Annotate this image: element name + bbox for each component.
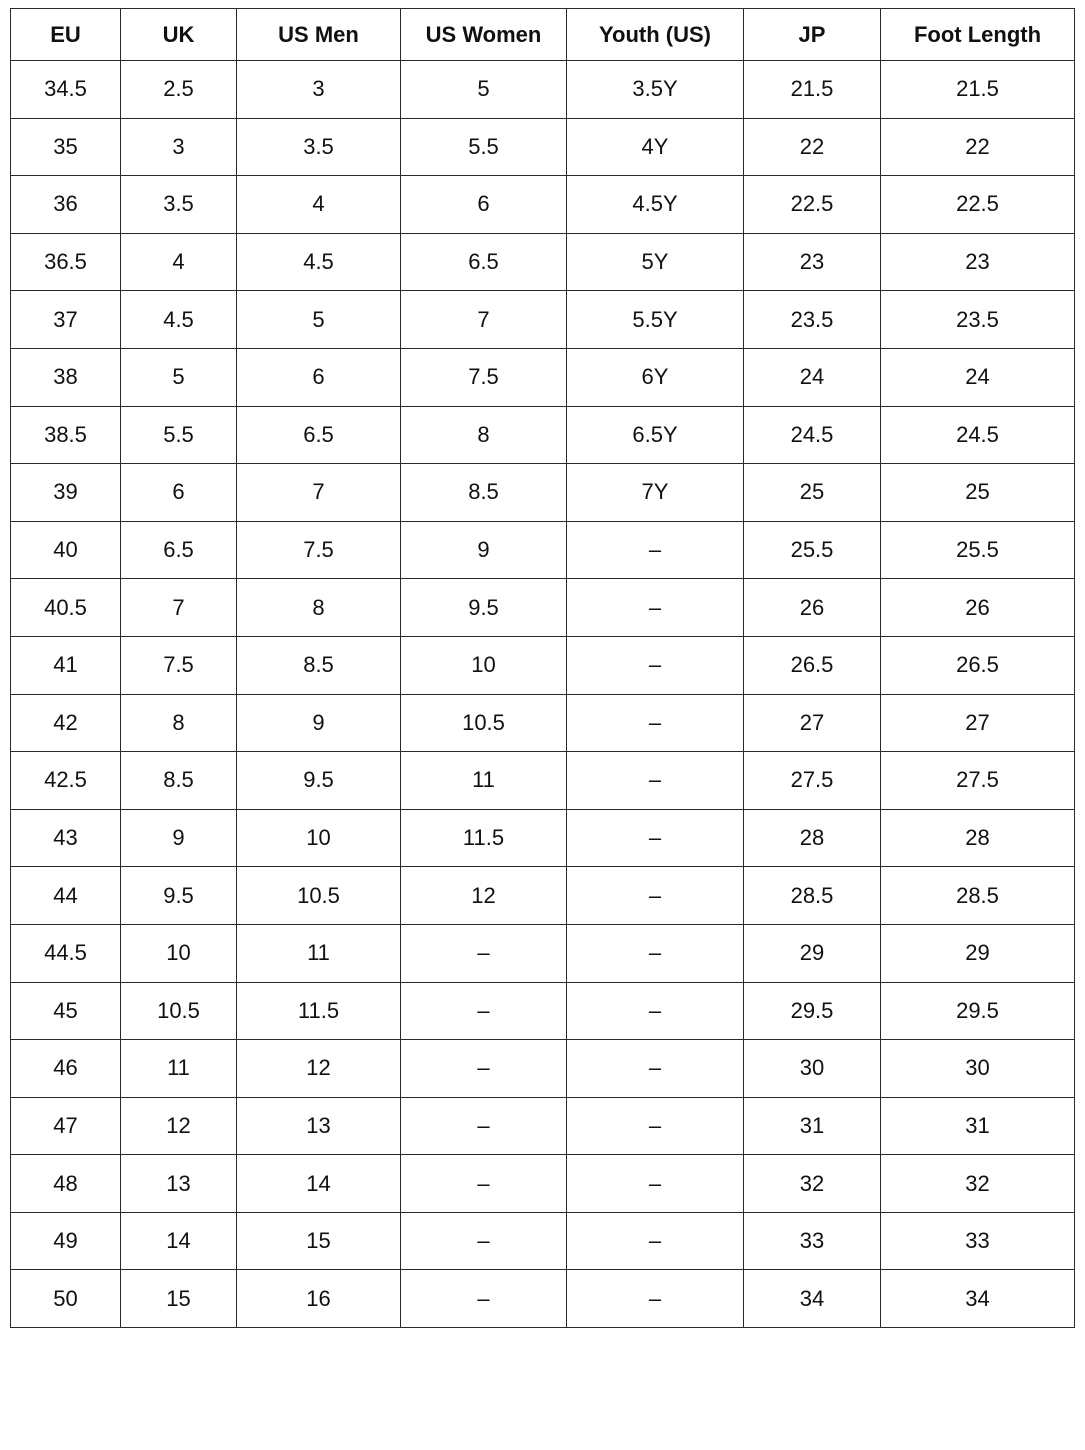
cell-us-women: –: [401, 924, 567, 982]
cell-us-women: 5: [401, 61, 567, 119]
cell-jp: 22.5: [744, 176, 881, 234]
cell-us-women: –: [401, 1040, 567, 1098]
cell-youth-us: –: [567, 1097, 744, 1155]
cell-us-men: 6: [237, 348, 401, 406]
cell-foot-length: 29: [881, 924, 1075, 982]
cell-uk: 6.5: [121, 521, 237, 579]
cell-us-men: 10.5: [237, 867, 401, 925]
cell-youth-us: –: [567, 982, 744, 1040]
table-row: [11, 1097, 1075, 1155]
table-row: [11, 982, 1075, 1040]
cell-eu: 44.5: [11, 924, 121, 982]
cell-foot-length: 33: [881, 1212, 1075, 1270]
cell-foot-length: 21.5: [881, 61, 1075, 119]
cell-us-men: 15: [237, 1212, 401, 1270]
table-row: [11, 464, 1075, 522]
cell-youth-us: –: [567, 1212, 744, 1270]
column-header-eu: EU: [11, 9, 121, 61]
cell-us-men: 4: [237, 176, 401, 234]
cell-uk: 7.5: [121, 636, 237, 694]
cell-youth-us: 4Y: [567, 118, 744, 176]
column-header-foot-length: Foot Length: [881, 9, 1075, 61]
cell-uk: 10.5: [121, 982, 237, 1040]
cell-us-women: 11.5: [401, 809, 567, 867]
table-row: [11, 636, 1075, 694]
cell-eu: 36: [11, 176, 121, 234]
cell-eu: 50: [11, 1270, 121, 1328]
table-row: [11, 694, 1075, 752]
cell-youth-us: –: [567, 1155, 744, 1213]
cell-us-men: 11: [237, 924, 401, 982]
cell-uk: 8.5: [121, 752, 237, 810]
cell-us-women: 10: [401, 636, 567, 694]
cell-youth-us: 5.5Y: [567, 291, 744, 349]
cell-us-women: 10.5: [401, 694, 567, 752]
cell-foot-length: 30: [881, 1040, 1075, 1098]
cell-eu: 43: [11, 809, 121, 867]
table-row: [11, 61, 1075, 119]
column-header-jp: JP: [744, 9, 881, 61]
cell-us-women: 11: [401, 752, 567, 810]
cell-us-women: 9.5: [401, 579, 567, 637]
cell-uk: 7: [121, 579, 237, 637]
cell-jp: 22: [744, 118, 881, 176]
cell-us-women: 9: [401, 521, 567, 579]
cell-us-men: 3.5: [237, 118, 401, 176]
cell-foot-length: 29.5: [881, 982, 1075, 1040]
cell-foot-length: 28: [881, 809, 1075, 867]
cell-uk: 3: [121, 118, 237, 176]
cell-uk: 6: [121, 464, 237, 522]
table-row: [11, 291, 1075, 349]
cell-us-women: 5.5: [401, 118, 567, 176]
cell-eu: 46: [11, 1040, 121, 1098]
cell-youth-us: 3.5Y: [567, 61, 744, 119]
cell-us-women: –: [401, 1155, 567, 1213]
cell-us-men: 5: [237, 291, 401, 349]
cell-jp: 29.5: [744, 982, 881, 1040]
table-row: [11, 867, 1075, 925]
cell-us-men: 12: [237, 1040, 401, 1098]
cell-foot-length: 22.5: [881, 176, 1075, 234]
column-header-youth-us: Youth (US): [567, 9, 744, 61]
cell-us-men: 6.5: [237, 406, 401, 464]
cell-uk: 10: [121, 924, 237, 982]
table-row: [11, 1040, 1075, 1098]
cell-jp: 23.5: [744, 291, 881, 349]
cell-foot-length: 31: [881, 1097, 1075, 1155]
table-row: [11, 1155, 1075, 1213]
cell-jp: 25: [744, 464, 881, 522]
cell-eu: 41: [11, 636, 121, 694]
table-body: [11, 61, 1075, 1328]
cell-eu: 48: [11, 1155, 121, 1213]
cell-us-women: 7: [401, 291, 567, 349]
cell-foot-length: 23.5: [881, 291, 1075, 349]
cell-jp: 24: [744, 348, 881, 406]
table-row: [11, 752, 1075, 810]
cell-us-women: 7.5: [401, 348, 567, 406]
cell-jp: 30: [744, 1040, 881, 1098]
cell-uk: 4: [121, 233, 237, 291]
cell-jp: 31: [744, 1097, 881, 1155]
cell-foot-length: 27.5: [881, 752, 1075, 810]
table-row: [11, 406, 1075, 464]
cell-jp: 34: [744, 1270, 881, 1328]
table-row: [11, 521, 1075, 579]
cell-foot-length: 34: [881, 1270, 1075, 1328]
cell-uk: 15: [121, 1270, 237, 1328]
cell-youth-us: –: [567, 579, 744, 637]
cell-eu: 45: [11, 982, 121, 1040]
cell-youth-us: –: [567, 694, 744, 752]
cell-foot-length: 24: [881, 348, 1075, 406]
cell-youth-us: –: [567, 1270, 744, 1328]
cell-foot-length: 28.5: [881, 867, 1075, 925]
cell-us-men: 4.5: [237, 233, 401, 291]
cell-jp: 23: [744, 233, 881, 291]
cell-youth-us: –: [567, 867, 744, 925]
cell-us-women: –: [401, 982, 567, 1040]
column-header-uk: UK: [121, 9, 237, 61]
cell-eu: 36.5: [11, 233, 121, 291]
cell-us-men: 10: [237, 809, 401, 867]
cell-uk: 12: [121, 1097, 237, 1155]
cell-foot-length: 23: [881, 233, 1075, 291]
cell-us-men: 11.5: [237, 982, 401, 1040]
cell-jp: 27.5: [744, 752, 881, 810]
cell-uk: 3.5: [121, 176, 237, 234]
cell-us-women: –: [401, 1270, 567, 1328]
cell-us-men: 7.5: [237, 521, 401, 579]
cell-foot-length: 32: [881, 1155, 1075, 1213]
cell-us-women: –: [401, 1212, 567, 1270]
cell-jp: 25.5: [744, 521, 881, 579]
cell-us-men: 7: [237, 464, 401, 522]
cell-uk: 14: [121, 1212, 237, 1270]
cell-eu: 40.5: [11, 579, 121, 637]
table-row: [11, 1270, 1075, 1328]
cell-eu: 44: [11, 867, 121, 925]
cell-eu: 38: [11, 348, 121, 406]
cell-jp: 33: [744, 1212, 881, 1270]
cell-foot-length: 22: [881, 118, 1075, 176]
cell-youth-us: –: [567, 1040, 744, 1098]
cell-jp: 26.5: [744, 636, 881, 694]
cell-us-women: 8.5: [401, 464, 567, 522]
table-row: [11, 924, 1075, 982]
cell-jp: 32: [744, 1155, 881, 1213]
cell-jp: 21.5: [744, 61, 881, 119]
table-header: [11, 9, 1075, 61]
cell-jp: 29: [744, 924, 881, 982]
cell-us-women: 6.5: [401, 233, 567, 291]
cell-foot-length: 26: [881, 579, 1075, 637]
cell-eu: 38.5: [11, 406, 121, 464]
table-row: [11, 809, 1075, 867]
cell-eu: 39: [11, 464, 121, 522]
cell-us-women: –: [401, 1097, 567, 1155]
cell-eu: 35: [11, 118, 121, 176]
cell-us-women: 12: [401, 867, 567, 925]
cell-eu: 42: [11, 694, 121, 752]
cell-foot-length: 27: [881, 694, 1075, 752]
cell-us-men: 3: [237, 61, 401, 119]
cell-youth-us: 4.5Y: [567, 176, 744, 234]
column-header-us-men: US Men: [237, 9, 401, 61]
column-header-us-women: US Women: [401, 9, 567, 61]
cell-youth-us: –: [567, 752, 744, 810]
cell-eu: 47: [11, 1097, 121, 1155]
size-conversion-table: [10, 8, 1075, 1328]
cell-foot-length: 25.5: [881, 521, 1075, 579]
cell-uk: 11: [121, 1040, 237, 1098]
cell-eu: 42.5: [11, 752, 121, 810]
cell-uk: 2.5: [121, 61, 237, 119]
cell-youth-us: –: [567, 636, 744, 694]
cell-jp: 28.5: [744, 867, 881, 925]
cell-uk: 13: [121, 1155, 237, 1213]
cell-jp: 26: [744, 579, 881, 637]
cell-youth-us: 6Y: [567, 348, 744, 406]
cell-us-men: 9.5: [237, 752, 401, 810]
cell-us-men: 8: [237, 579, 401, 637]
table-row: [11, 176, 1075, 234]
cell-us-men: 13: [237, 1097, 401, 1155]
cell-us-women: 8: [401, 406, 567, 464]
table-row: [11, 348, 1075, 406]
cell-us-men: 8.5: [237, 636, 401, 694]
table-row: [11, 579, 1075, 637]
cell-foot-length: 25: [881, 464, 1075, 522]
cell-uk: 5.5: [121, 406, 237, 464]
cell-us-men: 9: [237, 694, 401, 752]
cell-youth-us: –: [567, 809, 744, 867]
cell-youth-us: 7Y: [567, 464, 744, 522]
cell-uk: 9: [121, 809, 237, 867]
table-row: [11, 1212, 1075, 1270]
cell-jp: 27: [744, 694, 881, 752]
cell-uk: 8: [121, 694, 237, 752]
cell-eu: 40: [11, 521, 121, 579]
cell-eu: 34.5: [11, 61, 121, 119]
table-row: [11, 233, 1075, 291]
cell-youth-us: 5Y: [567, 233, 744, 291]
cell-jp: 24.5: [744, 406, 881, 464]
cell-youth-us: –: [567, 924, 744, 982]
cell-youth-us: –: [567, 521, 744, 579]
cell-foot-length: 24.5: [881, 406, 1075, 464]
cell-uk: 5: [121, 348, 237, 406]
cell-us-men: 16: [237, 1270, 401, 1328]
cell-us-women: 6: [401, 176, 567, 234]
cell-uk: 9.5: [121, 867, 237, 925]
cell-uk: 4.5: [121, 291, 237, 349]
table-row: [11, 118, 1075, 176]
cell-eu: 49: [11, 1212, 121, 1270]
cell-jp: 28: [744, 809, 881, 867]
cell-us-men: 14: [237, 1155, 401, 1213]
cell-foot-length: 26.5: [881, 636, 1075, 694]
cell-youth-us: 6.5Y: [567, 406, 744, 464]
cell-eu: 37: [11, 291, 121, 349]
header-row: [11, 9, 1075, 61]
